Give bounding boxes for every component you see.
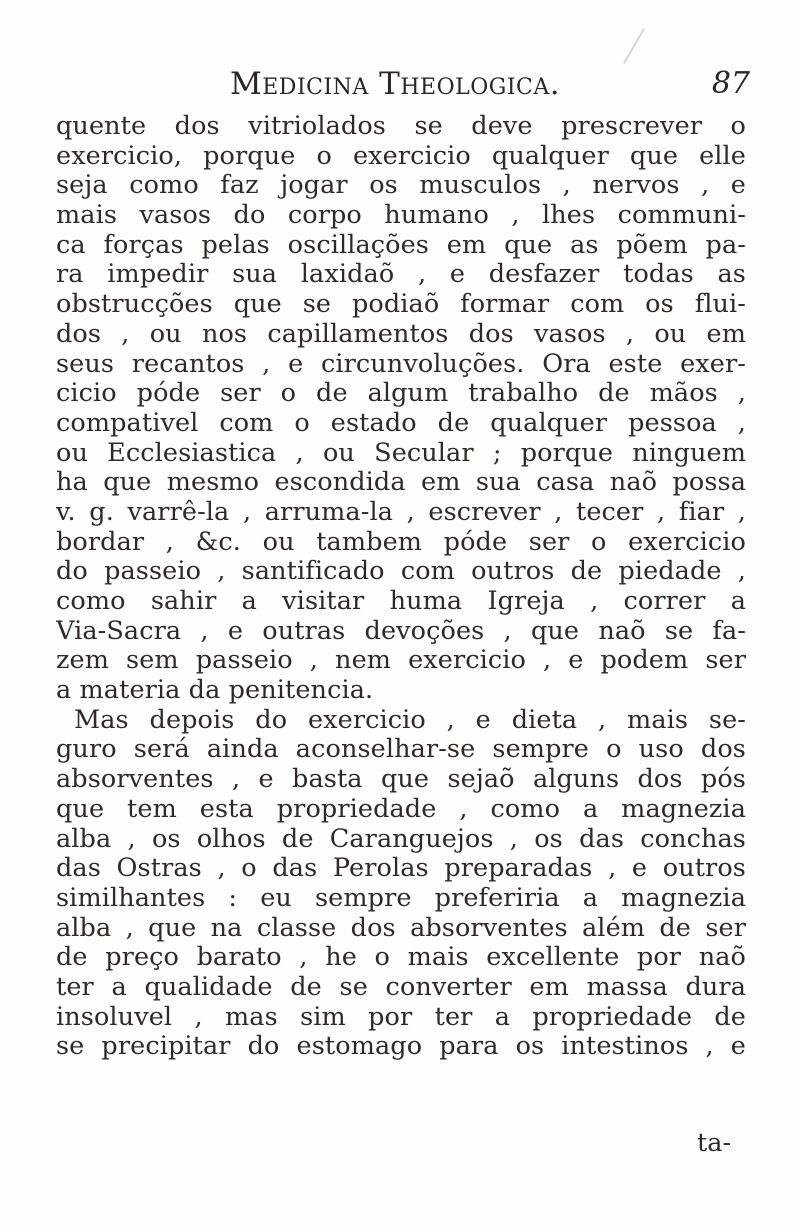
text-line: insoluvel , mas sim por ter a propriedade de [56,1002,746,1032]
text-line: similhantes : eu sempre preferiria a magnezia [56,883,746,913]
text-line: quente dos vitriolados se deve prescrever o [56,112,746,141]
text-line: como sahir a visitar huma Igreja , correr a [56,587,746,616]
text-line: do passeio , santificado com outros de piedade , [56,557,746,587]
text-line: zem sem passeio , nem exercicio , e podem ser [56,646,746,676]
text-line: ou Ecclesiastica , ou Secular ; porque ninguem [56,438,746,468]
page-number: 87 [711,66,750,101]
text-line: cicio póde ser o de algum trabalho de mãos , [56,379,746,409]
text-line: alba , que na classe dos absorventes além de ser [56,913,746,943]
catchword: ta- [697,1128,732,1158]
text-line: que tem esta propriedade , como a magnezia [56,794,746,824]
body-text [56,112,746,1062]
text-line: mais vasos do corpo humano , lhes communi- [56,201,746,231]
paper-mark [623,28,645,64]
text-line: dos , ou nos capillamentos dos vasos , ou em [56,319,746,349]
text-line: v. g. varrê-la , arruma-la , escrever , tecer , fiar , [56,497,746,527]
text-line: das Ostras , o das Perolas preparadas , e outros [56,854,746,884]
text-line: ter a qualidade de se converter em massa dura [56,972,746,1002]
text-line: Mas depois do exercicio , e dieta , mais se- [74,705,746,735]
running-head [60,66,750,106]
text-line: alba , os olhos de Caranguejos , os das conchas [56,824,746,854]
text-line: Via-Sacra , e outras devoções , que naõ se fa- [56,616,746,646]
text-line: ra impedir sua laxidaõ , e desfazer todas as [56,260,746,290]
text-line: de preço barato , he o mais excellente por naõ [56,943,746,973]
text-line: obstrucções que se podiaõ formar com os flui- [56,290,746,320]
text-line: seus recantos , e circunvoluções. Ora este exer- [56,349,746,379]
text-line: ha que mesmo escondida em sua casa naõ possa [56,468,746,498]
text-line: se precipitar do estomago para os intestinos , e [56,1032,746,1062]
running-title: Medicina Theologica. [230,66,561,102]
text-line: a materia da penitencia. [56,676,374,706]
text-line: guro será ainda aconselhar-se sempre o uso dos [56,735,746,765]
text-line: seja como faz jogar os musculos , nervos , e [56,171,746,201]
text-line: bordar , &c. ou tambem póde ser o exercicio [56,527,746,557]
text-line: exercicio, porque o exercicio qualquer que elle [56,141,746,171]
text-line: absorventes , e basta que sejaõ alguns dos pós [56,765,746,795]
text-line: compativel com o estado de qualquer pessoa , [56,408,746,438]
text-line: ca forças pelas oscillações em que as põem pa- [56,230,746,260]
